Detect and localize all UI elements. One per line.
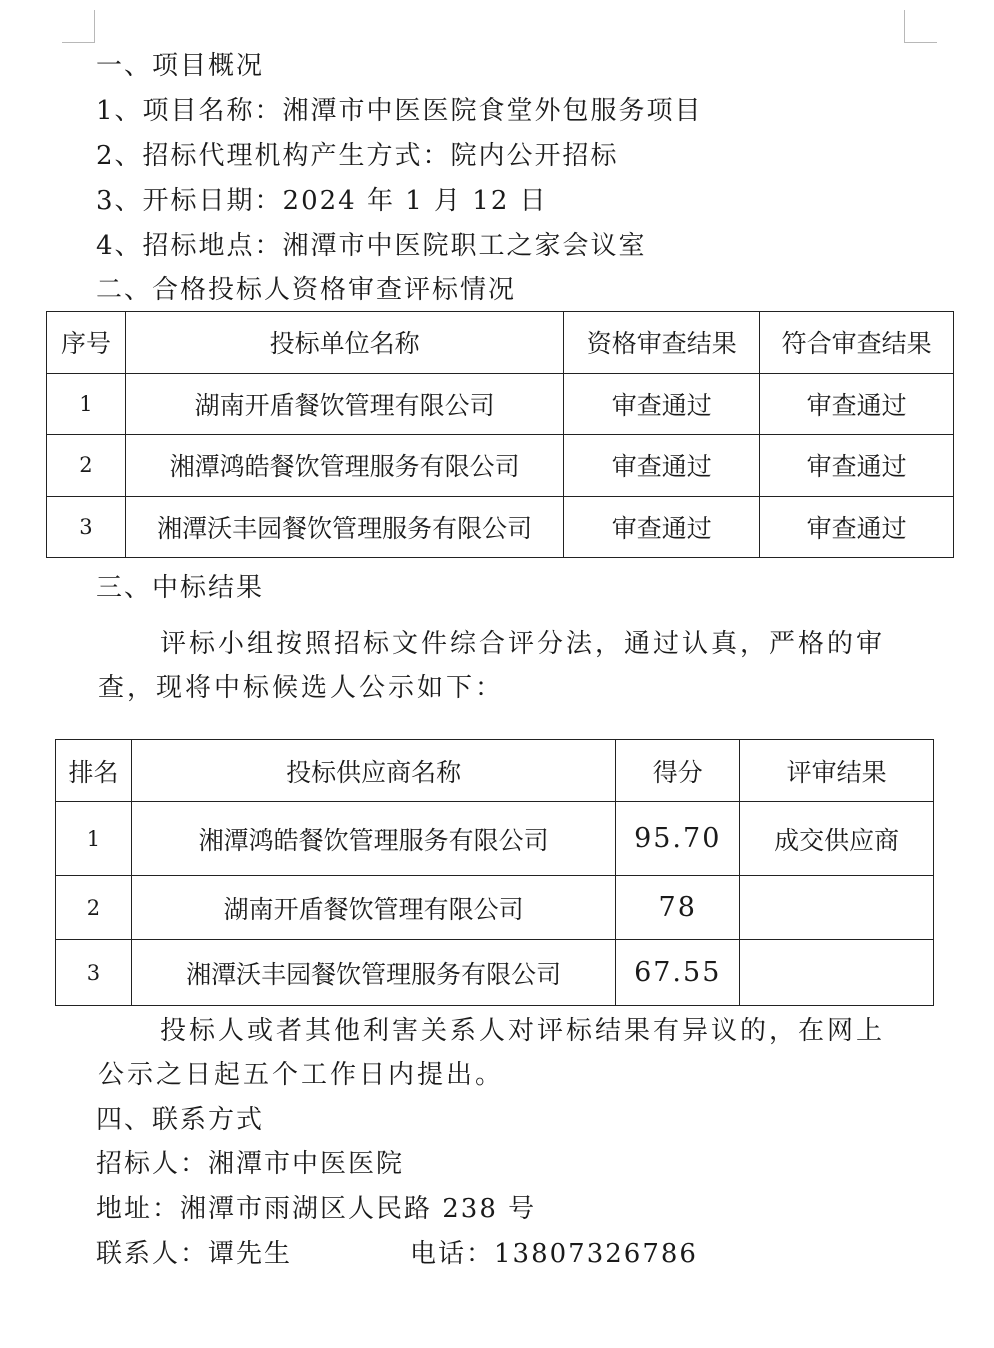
table-row — [56, 940, 934, 1006]
header-qualification: 资格审查结果 — [564, 312, 760, 374]
row-supplier: 湘潭沃丰园餐饮管理服务有限公司 — [131, 940, 615, 1006]
opening-date: 3、开标日期：2024 年 1 月 12 日 — [96, 186, 548, 216]
objection-notice — [98, 1009, 904, 1097]
table-row — [47, 435, 954, 497]
section4-heading: 四、联系方式 — [96, 1105, 265, 1135]
agency-method: 2、招标代理机构产生方式：院内公开招标 — [96, 141, 619, 171]
row-score: 78 — [616, 876, 740, 940]
row-score: 67.55 — [616, 940, 740, 1006]
row-result — [740, 940, 934, 1006]
row-bidder: 湖南开盾餐饮管理有限公司 — [125, 373, 563, 435]
header-rank: 排名 — [56, 740, 132, 802]
project-name: 1、项目名称：湘潭市中医医院食堂外包服务项目 — [96, 96, 703, 126]
table-header-row — [56, 740, 934, 802]
table-row — [47, 496, 954, 558]
row-compliance: 审查通过 — [760, 373, 954, 435]
row-seq: 2 — [47, 435, 126, 497]
table-row — [56, 802, 934, 876]
row-rank: 2 — [56, 876, 132, 940]
row-score: 95.70 — [616, 802, 740, 876]
header-score: 得分 — [616, 740, 740, 802]
address: 地址：湘潭市雨湖区人民路 238 号 — [96, 1194, 537, 1224]
page-corner-mark-left — [62, 10, 95, 43]
header-seq: 序号 — [47, 312, 126, 374]
row-rank: 3 — [56, 940, 132, 1006]
row-bidder: 湘潭鸿皓餐饮管理服务有限公司 — [125, 435, 563, 497]
result-intro — [98, 622, 904, 710]
row-rank: 1 — [56, 802, 132, 876]
header-compliance: 符合审查结果 — [760, 312, 954, 374]
header-supplier: 投标供应商名称 — [131, 740, 615, 802]
bid-location: 4、招标地点：湘潭市中医院职工之家会议室 — [96, 231, 647, 261]
row-compliance: 审查通过 — [760, 496, 954, 558]
row-supplier: 湘潭鸿皓餐饮管理服务有限公司 — [131, 802, 615, 876]
objection-text: 投标人或者其他利害关系人对评标结果有异议的，在网上公示之日起五个工作日内提出。 — [98, 1016, 886, 1090]
row-seq: 3 — [47, 496, 126, 558]
row-qualification: 审查通过 — [564, 435, 760, 497]
section2-heading: 二、合格投标人资格审查评标情况 — [96, 275, 517, 305]
row-result — [740, 876, 934, 940]
row-bidder: 湘潭沃丰园餐饮管理服务有限公司 — [125, 496, 563, 558]
tenderer: 招标人：湘潭市中医医院 — [96, 1149, 405, 1179]
row-qualification: 审查通过 — [564, 373, 760, 435]
contact-phone: 电话：13807326786 — [410, 1239, 698, 1269]
qualification-table — [46, 311, 954, 558]
table-row — [47, 373, 954, 435]
section1-heading: 一、项目概况 — [96, 51, 265, 81]
table-row — [56, 876, 934, 940]
header-bidder: 投标单位名称 — [125, 312, 563, 374]
page-corner-mark-right — [904, 10, 937, 43]
contact-person: 联系人：谭先生 — [96, 1239, 293, 1269]
row-compliance: 审查通过 — [760, 435, 954, 497]
row-qualification: 审查通过 — [564, 496, 760, 558]
table-header-row — [47, 312, 954, 374]
result-table — [55, 739, 934, 1006]
row-result: 成交供应商 — [740, 802, 934, 876]
section3-heading: 三、中标结果 — [96, 573, 265, 603]
row-supplier: 湖南开盾餐饮管理有限公司 — [131, 876, 615, 940]
header-result: 评审结果 — [740, 740, 934, 802]
row-seq: 1 — [47, 373, 126, 435]
result-intro-text: 评标小组按照招标文件综合评分法，通过认真，严格的审查，现将中标候选人公示如下： — [98, 629, 886, 703]
contact-line — [96, 1234, 698, 1274]
